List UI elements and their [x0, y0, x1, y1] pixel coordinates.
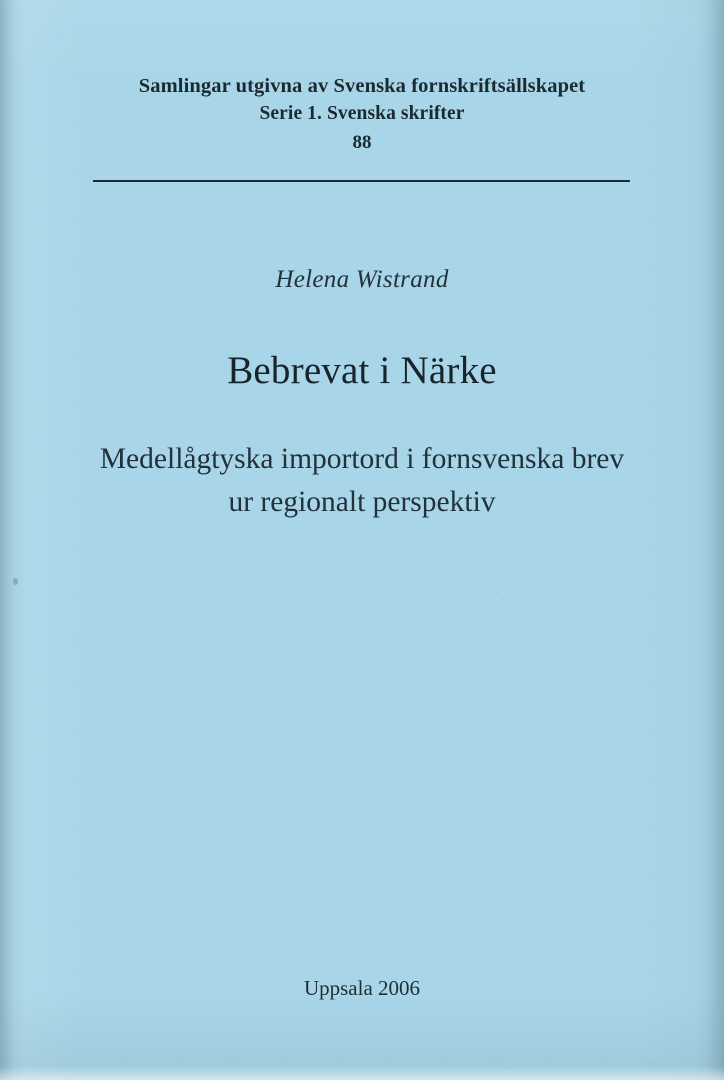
spine-shadow: [0, 0, 26, 1080]
right-edge-shadow: [694, 0, 724, 1080]
bottom-edge-highlight: [0, 1066, 724, 1080]
series-title-line-1: Samlingar utgivna av Svenska fornskriftsällskapet: [138, 75, 586, 97]
book-title: Bebrevat i Närke: [227, 349, 497, 392]
subtitle-line-1: Medellågtyska importord i fornsvenska brev: [99, 443, 625, 475]
book-subtitle: [0, 438, 724, 524]
paper-blemish: [13, 578, 18, 585]
horizontal-rule: [93, 180, 630, 182]
series-number: 88: [352, 132, 372, 153]
imprint: Uppsala 2006: [303, 976, 421, 1000]
series-title-line-2: Serie 1. Svenska skrifter: [259, 103, 465, 124]
author-name: Helena Wistrand: [275, 266, 449, 293]
series-block: [0, 72, 724, 158]
subtitle-line-2: ur regionalt perspektiv: [228, 486, 496, 518]
